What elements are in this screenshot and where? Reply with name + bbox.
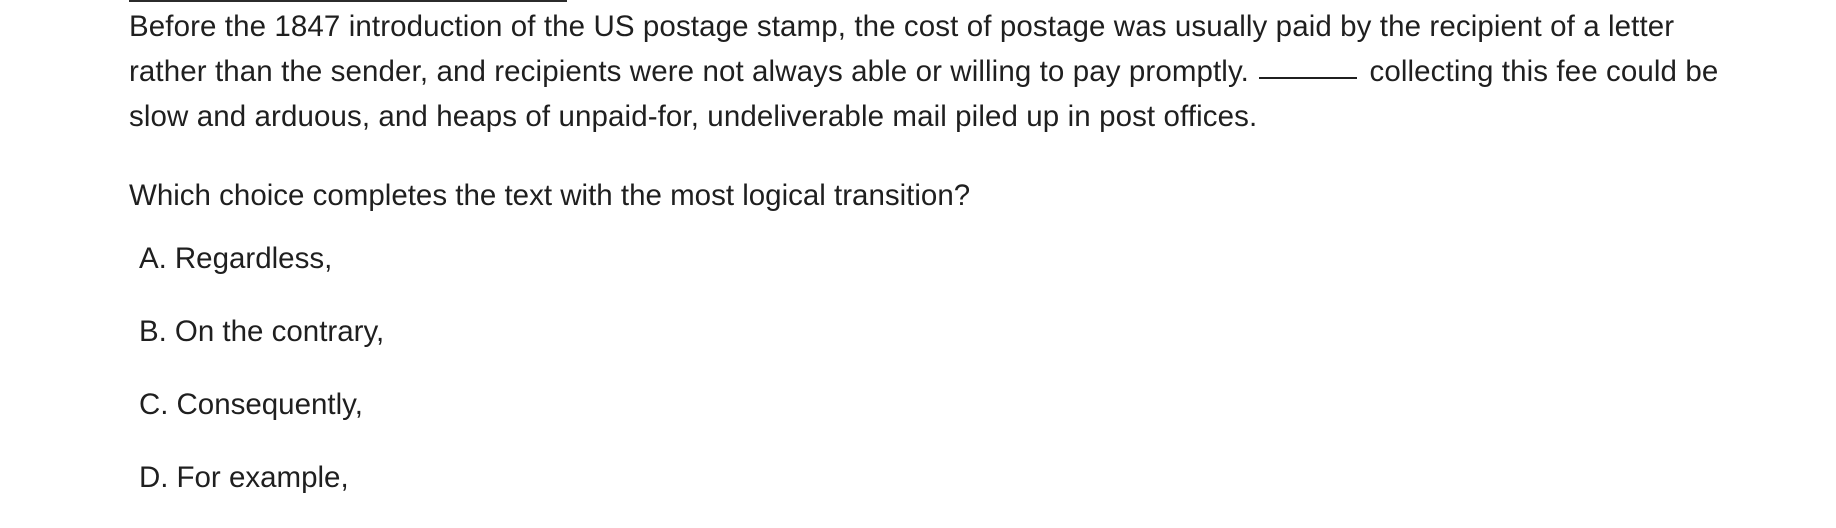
choice-b[interactable]: [139, 309, 384, 382]
choice-letter: A.: [139, 242, 167, 275]
choice-text: For example,: [176, 461, 349, 494]
choice-letter: B.: [139, 315, 167, 348]
answer-choices: [139, 236, 384, 528]
passage-before-blank: Before the 1847 introduction of the US postage stamp, the cost of postage was usually paid by the recipient of a letter rather than the sender, and recipients were not always able or willing to pay promptly.: [129, 10, 1675, 88]
question-prompt: Which choice completes the text with the most logical transition?: [129, 179, 971, 212]
choice-text: Consequently,: [176, 388, 363, 421]
choice-letter: D.: [139, 461, 169, 494]
choice-c[interactable]: [139, 382, 384, 455]
choice-d[interactable]: [139, 455, 384, 528]
choice-a[interactable]: [139, 236, 384, 309]
choice-letter: C.: [139, 388, 169, 421]
choice-text: Regardless,: [174, 242, 333, 275]
top-divider: [129, 0, 567, 2]
passage-after-blank: collecting this fee could be slow and arduous, and heaps of unpaid-for, undeliverable mail piled up in post offices.: [129, 55, 1719, 133]
answer-blank: [1259, 77, 1357, 79]
choice-text: On the contrary,: [174, 315, 385, 348]
passage-text: [129, 4, 1749, 139]
